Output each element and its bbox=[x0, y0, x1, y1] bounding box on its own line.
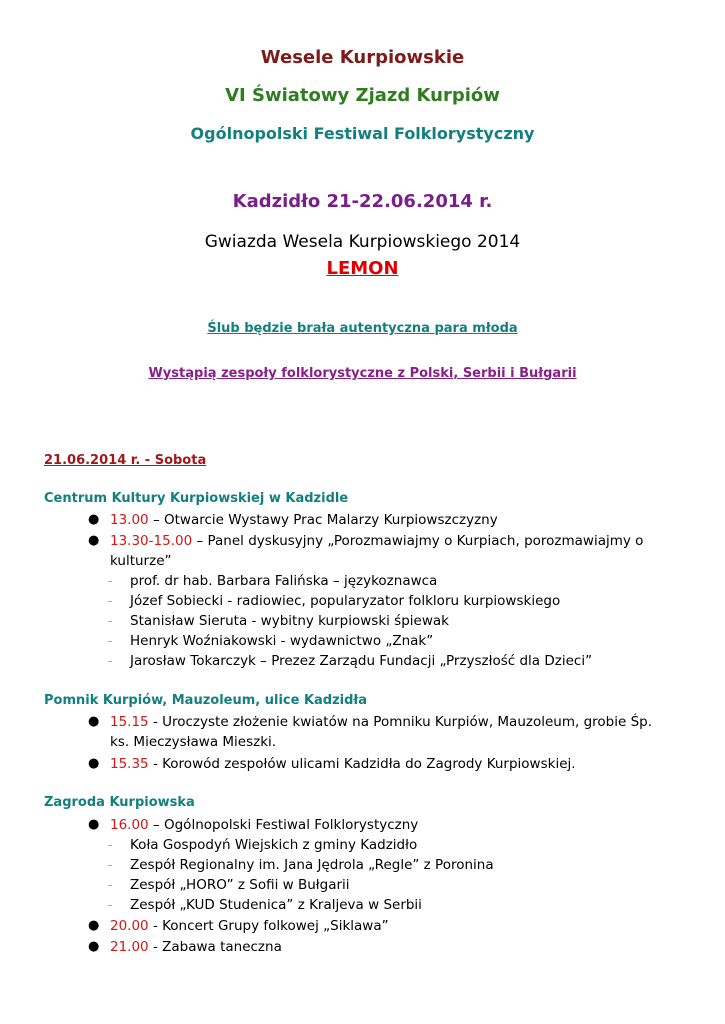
bullet-icon: ● bbox=[88, 817, 100, 832]
item-time: 13.30-15.00 bbox=[110, 533, 193, 549]
dash-icon: - bbox=[108, 654, 113, 668]
program-item bbox=[110, 754, 670, 774]
item-description: - Zabawa taneczna bbox=[148, 939, 282, 955]
note-wedding: Ślub będzie brała autentyczna para młoda bbox=[207, 321, 518, 336]
note-ensembles: Wystąpią zespoły folklorystyczne z Polski, Serbii i Bułgarii bbox=[148, 366, 577, 381]
dash-icon: - bbox=[108, 898, 113, 912]
item-time: 15.35 bbox=[110, 756, 149, 772]
dash-icon: - bbox=[108, 838, 113, 852]
sub-item: Henryk Woźniakowski - wydawnictwo „Znak” bbox=[130, 633, 434, 649]
bullet-icon: ● bbox=[88, 756, 100, 771]
dash-icon: - bbox=[108, 574, 113, 588]
item-description: – Otwarcie Wystawy Prac Malarzy Kurpiowszczyzny bbox=[148, 512, 498, 528]
sub-item: Zespół Regionalny im. Jana Jędrola „Regle” z Poronina bbox=[130, 857, 494, 873]
bullet-icon: ● bbox=[88, 918, 100, 933]
item-time: 16.00 bbox=[110, 817, 149, 833]
item-time: 15.15 bbox=[110, 714, 149, 730]
dash-icon: - bbox=[108, 594, 113, 608]
title-wesele: Wesele Kurpiowskie bbox=[260, 47, 465, 68]
program-item bbox=[110, 712, 670, 752]
sub-item: Zespół „KUD Studenica” z Kraljeva w Serbii bbox=[130, 897, 422, 913]
bullet-icon: ● bbox=[88, 939, 100, 954]
item-description: - Koncert Grupy folkowej „Siklawa” bbox=[148, 918, 389, 934]
title-zjazd: VI Światowy Zjazd Kurpiów bbox=[225, 85, 500, 106]
item-time: 21.00 bbox=[110, 939, 149, 955]
program-item bbox=[110, 937, 670, 957]
dash-icon: - bbox=[108, 614, 113, 628]
dash-icon: - bbox=[108, 634, 113, 648]
sub-item: Józef Sobiecki - radiowiec, popularyzator folkloru kurpiowskiego bbox=[130, 593, 561, 609]
item-description: - Uroczyste złożenie kwiatów na Pomniku Kurpiów, Mauzoleum, grobie Śp. ks. Mieczysława Mieszki. bbox=[110, 714, 653, 750]
sub-item: prof. dr hab. Barbara Falińska – językoznawca bbox=[130, 573, 438, 589]
item-description: – Ogólnopolski Festiwal Folklorystyczny bbox=[148, 817, 419, 833]
dash-icon: - bbox=[108, 878, 113, 892]
program-item bbox=[110, 916, 670, 936]
item-description: - Korowód zespołów ulicami Kadzidła do Zagrody Kurpiowskiej. bbox=[148, 756, 576, 772]
bullet-icon: ● bbox=[88, 512, 100, 527]
item-time: 20.00 bbox=[110, 918, 149, 934]
location-heading: Centrum Kultury Kurpiowskiej w Kadzidle bbox=[44, 491, 349, 506]
program-item bbox=[110, 510, 670, 530]
sub-item: Stanisław Sieruta - wybitny kurpiowski śpiewak bbox=[130, 613, 449, 629]
bullet-icon: ● bbox=[88, 714, 100, 729]
day-heading: 21.06.2014 r. - Sobota bbox=[44, 453, 207, 468]
location-heading: Zagroda Kurpiowska bbox=[44, 795, 195, 810]
item-time: 13.00 bbox=[110, 512, 149, 528]
star-label: Gwiazda Wesela Kurpiowskiego 2014 bbox=[204, 232, 521, 252]
star-name: LEMON bbox=[326, 258, 399, 279]
bullet-icon: ● bbox=[88, 533, 100, 548]
sub-item: Koła Gospodyń Wiejskich z gminy Kadzidło bbox=[130, 837, 418, 853]
sub-item: Jarosław Tokarczyk – Prezez Zarządu Fundacji „Przyszłość dla Dzieci” bbox=[130, 653, 593, 669]
location-heading: Pomnik Kurpiów, Mauzoleum, ulice Kadzidła bbox=[44, 693, 368, 708]
title-festiwal: Ogólnopolski Festiwal Folklorystyczny bbox=[190, 124, 535, 143]
program-item bbox=[110, 531, 670, 571]
event-date-place: Kadzidło 21-22.06.2014 r. bbox=[232, 191, 493, 212]
dash-icon: - bbox=[108, 858, 113, 872]
item-description: – Panel dyskusyjny „Porozmawiajmy o Kurpiach, porozmawiajmy o kulturze” bbox=[110, 533, 644, 569]
sub-item: Zespół „HORO” z Sofii w Bułgarii bbox=[130, 877, 350, 893]
program-item bbox=[110, 815, 670, 835]
